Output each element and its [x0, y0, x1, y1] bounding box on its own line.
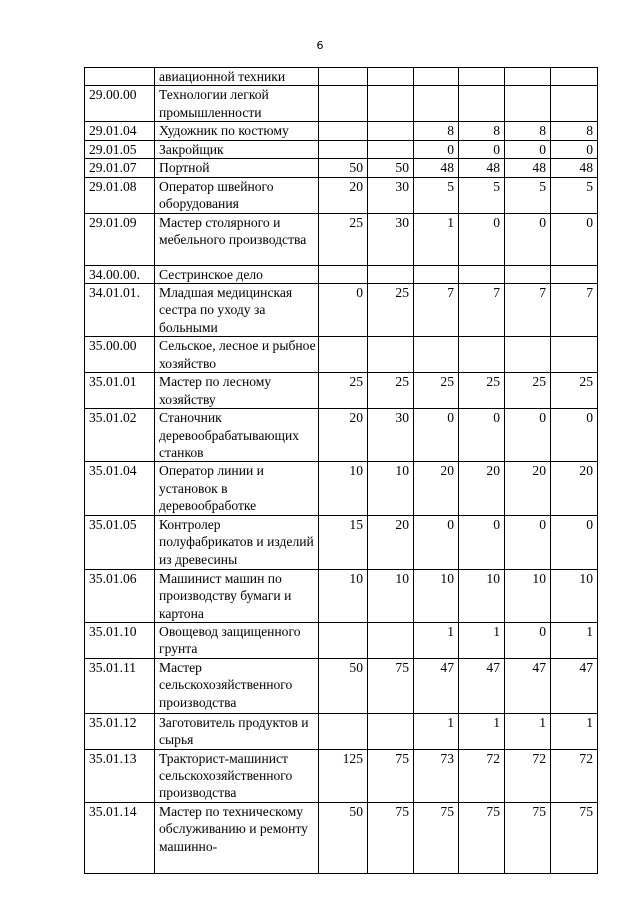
value-cell: 8: [551, 122, 598, 140]
training-plan-table: [84, 67, 598, 874]
value-cell: 0: [459, 213, 505, 265]
value-cell: 73: [414, 749, 459, 802]
value-cell: 20: [459, 462, 505, 515]
value-cell: [551, 265, 598, 283]
specialty-code-cell: 34.00.00.: [85, 265, 155, 283]
value-cell: 75: [414, 802, 459, 873]
value-cell: 20: [551, 462, 598, 515]
value-cell: 25: [319, 373, 368, 409]
specialty-name-cell: Станочник деревообрабатывающих станков: [155, 409, 319, 462]
value-cell: 0: [551, 213, 598, 265]
value-cell: 30: [368, 177, 414, 213]
specialty-name-cell: Мастер по лесному хозяйству: [155, 373, 319, 409]
value-cell: 1: [459, 622, 505, 658]
value-cell: 25: [319, 213, 368, 265]
value-cell: 10: [319, 569, 368, 622]
table-row: [85, 713, 598, 749]
value-cell: [368, 86, 414, 122]
page-number: 6: [316, 39, 324, 52]
specialty-name-cell: авиационной техники: [155, 68, 319, 86]
value-cell: 7: [551, 284, 598, 337]
value-cell: 47: [459, 658, 505, 713]
table-row: [85, 802, 598, 873]
value-cell: [551, 86, 598, 122]
specialty-name-cell: Мастер сельскохозяйственного производства: [155, 658, 319, 713]
value-cell: 25: [459, 373, 505, 409]
table-row: [85, 569, 598, 622]
value-cell: 72: [505, 749, 551, 802]
value-cell: 25: [414, 373, 459, 409]
value-cell: 30: [368, 409, 414, 462]
value-cell: 0: [551, 515, 598, 569]
specialty-name-cell: Контролер полуфабрикатов и изделий из древесины: [155, 515, 319, 569]
value-cell: [459, 337, 505, 373]
specialty-name-cell: Оператор швейного оборудования: [155, 177, 319, 213]
specialty-code-cell: 29.01.05: [85, 140, 155, 158]
value-cell: 1: [414, 713, 459, 749]
value-cell: 20: [505, 462, 551, 515]
table-row: [85, 159, 598, 177]
table-row: [85, 515, 598, 569]
value-cell: 5: [414, 177, 459, 213]
value-cell: 10: [505, 569, 551, 622]
value-cell: 7: [459, 284, 505, 337]
value-cell: 0: [459, 409, 505, 462]
value-cell: 5: [505, 177, 551, 213]
specialty-name-cell: Сестринское дело: [155, 265, 319, 283]
value-cell: [319, 337, 368, 373]
value-cell: [319, 86, 368, 122]
specialty-code-cell: 34.01.01.: [85, 284, 155, 337]
table-row: [85, 749, 598, 802]
value-cell: 10: [368, 462, 414, 515]
value-cell: 48: [414, 159, 459, 177]
value-cell: 7: [414, 284, 459, 337]
value-cell: 30: [368, 213, 414, 265]
specialty-name-cell: Мастер столярного и мебельного производства: [155, 213, 319, 265]
value-cell: 125: [319, 749, 368, 802]
value-cell: [319, 713, 368, 749]
table-row: [85, 462, 598, 515]
specialty-name-cell: Машинист машин по производству бумаги и картона: [155, 569, 319, 622]
value-cell: 15: [319, 515, 368, 569]
specialty-name-cell: Сельское, лесное и рыбное хозяйство: [155, 337, 319, 373]
value-cell: 0: [414, 409, 459, 462]
specialty-name-cell: Технологии легкой промышленности: [155, 86, 319, 122]
specialty-code-cell: 35.01.12: [85, 713, 155, 749]
value-cell: 50: [368, 159, 414, 177]
value-cell: 48: [551, 159, 598, 177]
value-cell: [459, 68, 505, 86]
value-cell: 47: [551, 658, 598, 713]
value-cell: [505, 86, 551, 122]
specialty-name-cell: Художник по костюму: [155, 122, 319, 140]
value-cell: 1: [459, 713, 505, 749]
value-cell: 1: [551, 713, 598, 749]
value-cell: 20: [414, 462, 459, 515]
table-row: [85, 409, 598, 462]
value-cell: 25: [551, 373, 598, 409]
value-cell: 0: [505, 409, 551, 462]
value-cell: [368, 622, 414, 658]
value-cell: 50: [319, 658, 368, 713]
value-cell: 75: [368, 658, 414, 713]
value-cell: 0: [459, 140, 505, 158]
value-cell: [368, 68, 414, 86]
value-cell: [368, 122, 414, 140]
table-row: [85, 658, 598, 713]
value-cell: [368, 337, 414, 373]
specialty-code-cell: 35.01.02: [85, 409, 155, 462]
value-cell: 20: [319, 409, 368, 462]
specialty-name-cell: Портной: [155, 159, 319, 177]
specialty-code-cell: 35.01.11: [85, 658, 155, 713]
value-cell: 47: [414, 658, 459, 713]
table-body: [85, 68, 598, 874]
value-cell: 0: [505, 515, 551, 569]
specialty-name-cell: Закройщик: [155, 140, 319, 158]
value-cell: 48: [505, 159, 551, 177]
value-cell: 10: [368, 569, 414, 622]
value-cell: 0: [551, 140, 598, 158]
value-cell: 50: [319, 159, 368, 177]
value-cell: 75: [368, 802, 414, 873]
value-cell: [319, 622, 368, 658]
specialty-code-cell: 35.01.10: [85, 622, 155, 658]
specialty-code-cell: 29.00.00: [85, 86, 155, 122]
specialty-code-cell: 29.01.09: [85, 213, 155, 265]
specialty-name-cell: Младшая медицинская сестра по уходу за больными: [155, 284, 319, 337]
table-row: [85, 265, 598, 283]
specialty-name-cell: Тракторист-машинист сельскохозяйственного производства: [155, 749, 319, 802]
value-cell: 5: [459, 177, 505, 213]
value-cell: 0: [505, 140, 551, 158]
table-row: [85, 373, 598, 409]
value-cell: [505, 68, 551, 86]
value-cell: 1: [414, 622, 459, 658]
value-cell: 0: [459, 515, 505, 569]
table-row: [85, 140, 598, 158]
value-cell: 20: [368, 515, 414, 569]
value-cell: 48: [459, 159, 505, 177]
table-row: [85, 213, 598, 265]
value-cell: 10: [414, 569, 459, 622]
value-cell: [505, 265, 551, 283]
specialty-code-cell: 29.01.08: [85, 177, 155, 213]
value-cell: 8: [414, 122, 459, 140]
table-row: [85, 86, 598, 122]
value-cell: [414, 86, 459, 122]
value-cell: 10: [459, 569, 505, 622]
specialty-name-cell: Оператор линии и установок в деревообработке: [155, 462, 319, 515]
value-cell: [368, 265, 414, 283]
table-row: [85, 622, 598, 658]
value-cell: 25: [368, 373, 414, 409]
value-cell: 75: [459, 802, 505, 873]
value-cell: [368, 140, 414, 158]
value-cell: 25: [368, 284, 414, 337]
value-cell: 8: [505, 122, 551, 140]
value-cell: [459, 265, 505, 283]
value-cell: 10: [551, 569, 598, 622]
table-row: [85, 122, 598, 140]
specialty-code-cell: 29.01.07: [85, 159, 155, 177]
value-cell: [319, 265, 368, 283]
value-cell: [319, 122, 368, 140]
value-cell: 72: [551, 749, 598, 802]
value-cell: [319, 68, 368, 86]
value-cell: 20: [319, 177, 368, 213]
value-cell: 8: [459, 122, 505, 140]
specialty-code-cell: 35.01.14: [85, 802, 155, 873]
value-cell: 1: [505, 713, 551, 749]
value-cell: 1: [551, 622, 598, 658]
value-cell: 0: [505, 213, 551, 265]
value-cell: [459, 86, 505, 122]
table-row: [85, 68, 598, 86]
value-cell: 0: [319, 284, 368, 337]
value-cell: 75: [551, 802, 598, 873]
value-cell: 0: [414, 515, 459, 569]
value-cell: 7: [505, 284, 551, 337]
specialty-code-cell: 35.01.05: [85, 515, 155, 569]
specialty-name-cell: Заготовитель продуктов и сырья: [155, 713, 319, 749]
value-cell: 50: [319, 802, 368, 873]
specialty-name-cell: Овощевод защищенного грунта: [155, 622, 319, 658]
table-row: [85, 177, 598, 213]
value-cell: [551, 337, 598, 373]
value-cell: 25: [505, 373, 551, 409]
table-row: [85, 337, 598, 373]
value-cell: 47: [505, 658, 551, 713]
table-row: [85, 284, 598, 337]
value-cell: 75: [505, 802, 551, 873]
value-cell: [414, 68, 459, 86]
specialty-code-cell: 35.01.13: [85, 749, 155, 802]
value-cell: 10: [319, 462, 368, 515]
value-cell: 75: [368, 749, 414, 802]
specialty-code-cell: 35.01.04: [85, 462, 155, 515]
value-cell: [414, 265, 459, 283]
value-cell: [319, 140, 368, 158]
specialty-name-cell: Мастер по техническому обслуживанию и ремонту машинно-: [155, 802, 319, 873]
value-cell: 0: [414, 140, 459, 158]
value-cell: [505, 337, 551, 373]
value-cell: 0: [505, 622, 551, 658]
specialty-code-cell: 35.00.00: [85, 337, 155, 373]
value-cell: [368, 713, 414, 749]
value-cell: 5: [551, 177, 598, 213]
value-cell: 1: [414, 213, 459, 265]
value-cell: 72: [459, 749, 505, 802]
specialty-code-cell: 35.01.01: [85, 373, 155, 409]
value-cell: 0: [551, 409, 598, 462]
specialty-code-cell: 35.01.06: [85, 569, 155, 622]
specialty-code-cell: [85, 68, 155, 86]
specialty-code-cell: 29.01.04: [85, 122, 155, 140]
value-cell: [551, 68, 598, 86]
value-cell: [414, 337, 459, 373]
